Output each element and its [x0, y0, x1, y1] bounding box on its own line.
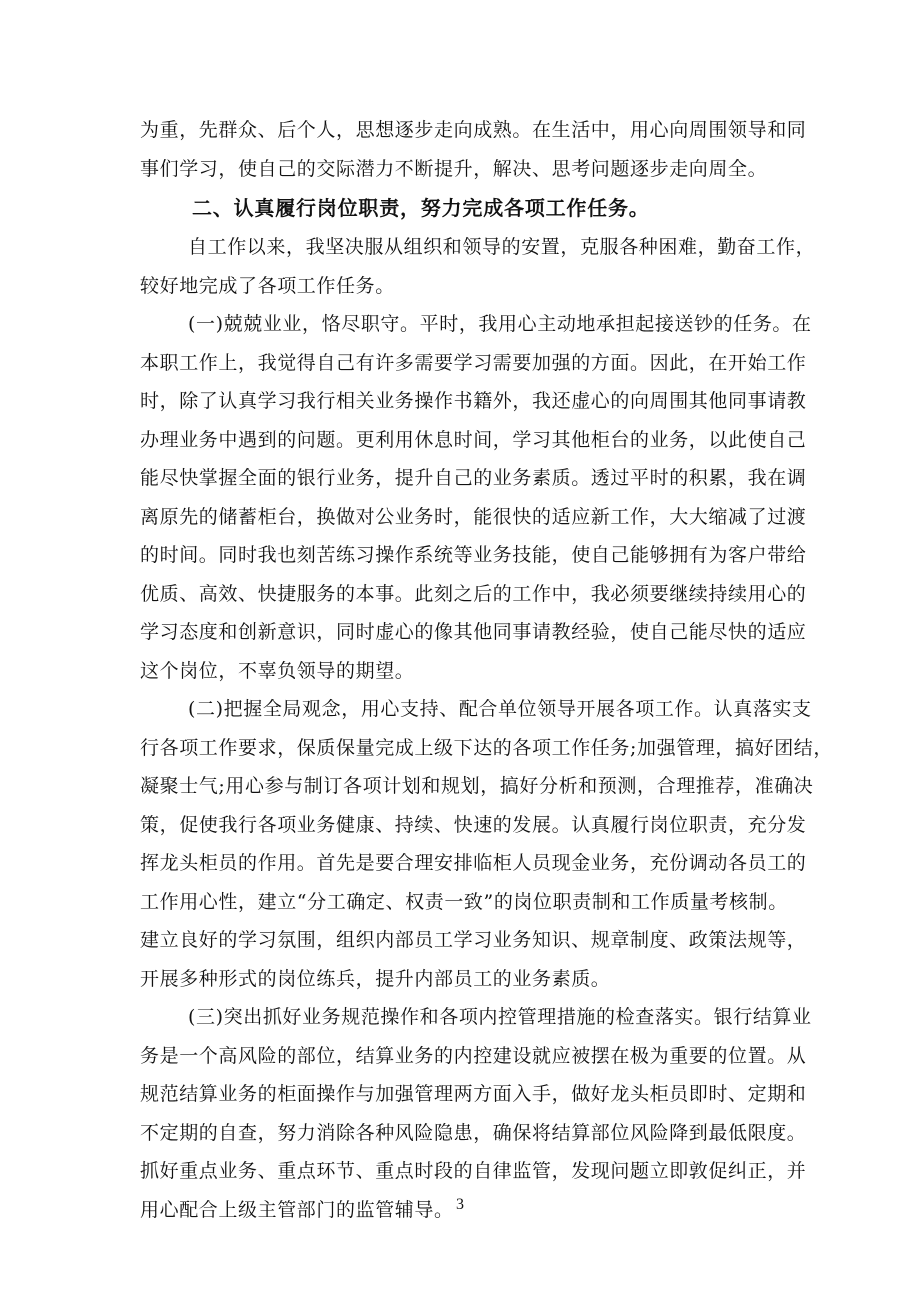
text-line: 离原先的储蓄柜台，换做对公业务时，能很快的适应新工作，大大缩减了过渡	[140, 505, 807, 528]
text-line: (一)兢兢业业，恪尽职守。平时，我用心主动地承担起接送钞的任务。在	[188, 313, 812, 335]
item-three-paragraph	[140, 998, 812, 1229]
document-body	[140, 111, 834, 1229]
top-paragraph	[140, 111, 807, 188]
item-one-paragraph	[140, 305, 812, 690]
intro-paragraph	[140, 228, 816, 305]
text-line: 挥龙头柜员的作用。首先是要合理安排临柜人员现金业务，充份调动各员工的	[140, 852, 807, 874]
text-line: 较好地完成了各项工作任务。	[140, 274, 395, 297]
text-line: 行各项工作要求，保质保量完成上级下达的各项工作任务;加强管理，搞好团结，	[140, 736, 834, 759]
text-line: 务是一个高风险的部位，结算业务的内控建设就应被摆在极为重要的位置。从	[140, 1044, 807, 1067]
text-line: 建立良好的学习氛围，组织内部员工学习业务知识、规章制度、政策法规等，	[140, 929, 807, 951]
text-line: 凝聚士气;用心参与制订各项计划和规划，搞好分析和预测，合理推荐，准确决	[140, 775, 814, 797]
text-line: 能尽快掌握全面的银行业务，提升自己的业务素质。透过平时的积累，我在调	[140, 467, 807, 489]
text-line: 时，除了认真学习我行相关业务操作书籍外，我还虚心的向周围其他同事请教	[140, 390, 807, 412]
text-line: 用心配合上级主管部门的监管辅导。	[140, 1198, 454, 1221]
text-line: 策，促使我行各项业务健康、持续、快速的发展。认真履行岗位职责，充分发	[140, 813, 807, 836]
item-two-paragraph	[140, 690, 834, 998]
text-line: 学习态度和创新意识，同时虚心的像其他同事请教经验，使自己能尽快的适应	[140, 621, 807, 643]
text-line: 工作用心性，建立“分工确定、权责一致”的岗位职责制和工作质量考核制。	[140, 890, 788, 913]
text-line: 优质、高效、快捷服务的本事。此刻之后的工作中，我必须要继续持续用心的	[140, 582, 807, 605]
text-line: 抓好重点业务、重点环节、重点时段的自律监管，发现问题立即敦促纠正，并	[140, 1160, 807, 1182]
section-heading: 二、认真履行岗位职责，努力完成各项工作任务。	[192, 196, 650, 220]
page-number: 3	[456, 1196, 464, 1213]
text-line: 事们学习，使自己的交际潜力不断提升，解决、思考问题逐步走向周全。	[140, 157, 768, 180]
text-line: 本职工作上，我觉得自己有许多需要学习需要加强的方面。因此，在开始工作	[140, 351, 807, 374]
text-line: 这个岗位，不辜负领导的期望。	[140, 659, 415, 682]
text-line: 的时间。同时我也刻苦练习操作系统等业务技能，使自己能够拥有为客户带给	[140, 544, 807, 566]
text-line: (三)突出抓好业务规范操作和各项内控管理措施的检查落实。银行结算业	[188, 1006, 812, 1028]
text-line: 不定期的自查，努力消除各种风险隐患，确保将结算部位风险降到最低限度。	[140, 1121, 807, 1144]
text-line: 办理业务中遇到的问题。更利用休息时间，学习其他柜台的业务，以此使自己	[140, 428, 807, 451]
text-line: (二)把握全局观念，用心支持、配合单位领导开展各项工作。认真落实支	[188, 698, 812, 720]
text-line: 为重，先群众、后个人，思想逐步走向成熟。在生活中，用心向周围领导和同	[140, 119, 807, 141]
text-line: 规范结算业务的柜面操作与加强管理两方面入手，做好龙头柜员即时、定期和	[140, 1083, 807, 1105]
text-line: 自工作以来，我坚决服从组织和领导的安置，克服各种困难，勤奋工作，	[188, 236, 816, 258]
text-line: 开展多种形式的岗位练兵，提升内部员工的业务素质。	[140, 967, 611, 990]
